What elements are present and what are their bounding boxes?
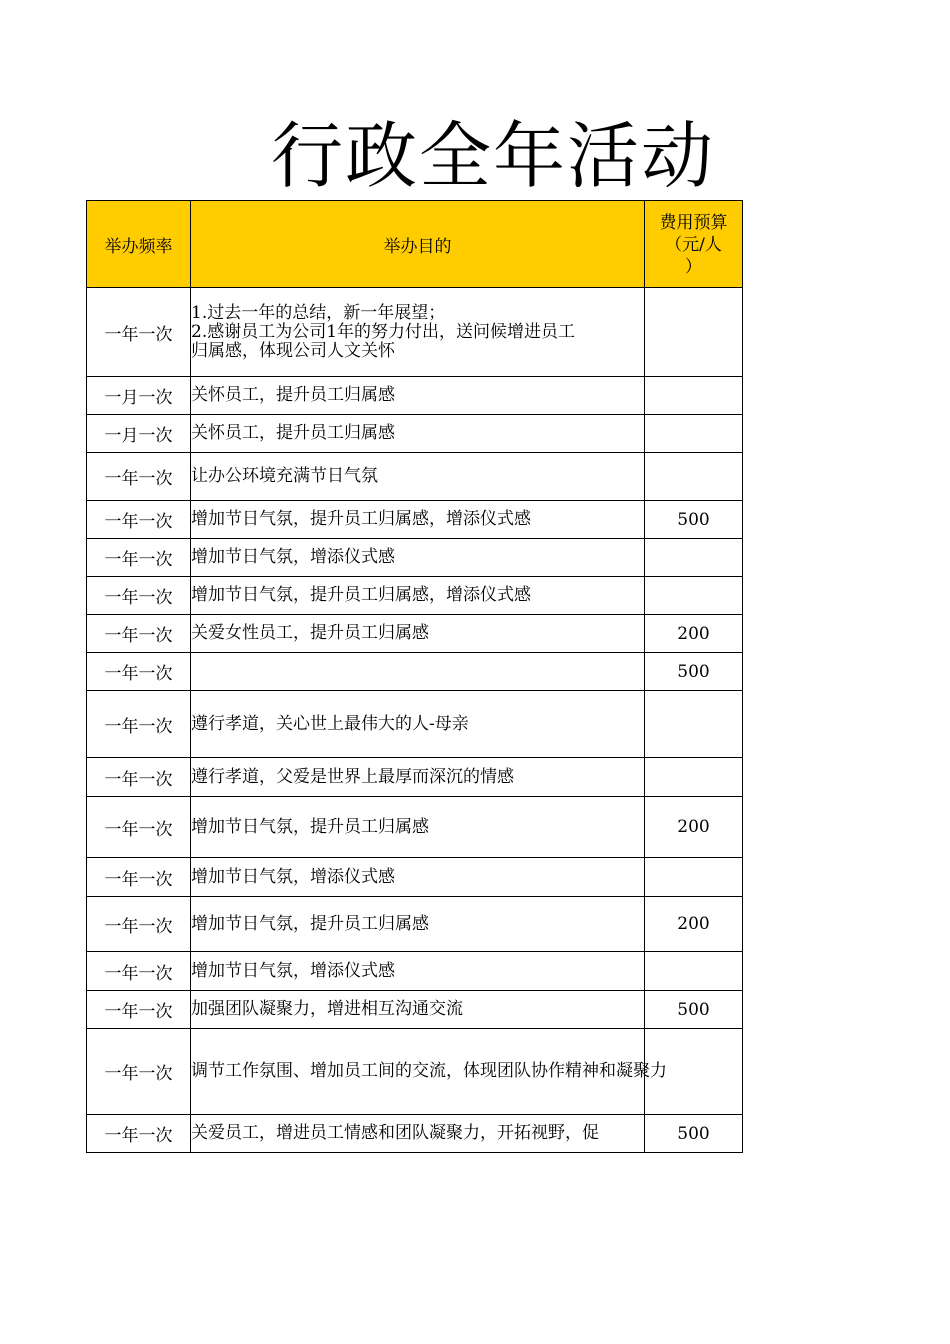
budget-cell [645,415,743,453]
table-row [87,539,743,577]
purpose-cell: 增加节日气氛，提升员工归属感，增添仪式感 [191,577,645,615]
header-budget-line2: （元/人 [665,235,722,255]
frequency-cell: 一年一次 [87,653,191,691]
budget-cell: 500 [645,653,743,691]
table-row [87,377,743,415]
budget-cell [645,577,743,615]
purpose-cell: 遵行孝道，父爱是世界上最厚而深沉的情感 [191,758,645,797]
header-budget-line3: ） [685,257,702,277]
purpose-cell: 增加节日气氛，增添仪式感 [191,858,645,897]
purpose-cell: 增加节日气氛，增添仪式感 [191,952,645,991]
purpose-line: 2.感谢员工为公司1年的努力付出，送问候增进员工 [191,321,576,342]
header-purpose: 举办目的 [191,201,645,288]
purpose-cell: 增加节日气氛，增添仪式感 [191,539,645,577]
purpose-cell: 关爱员工，增进员工情感和团队凝聚力，开拓视野，促 [191,1115,645,1153]
table-row [87,501,743,539]
table-row [87,453,743,501]
header-budget [645,201,743,288]
frequency-cell: 一年一次 [87,501,191,539]
frequency-cell: 一年一次 [87,897,191,952]
frequency-cell: 一年一次 [87,1115,191,1153]
frequency-cell: 一年一次 [87,952,191,991]
budget-cell: 200 [645,797,743,858]
purpose-cell: 遵行孝道，关心世上最伟大的人-母亲 [191,691,645,758]
purpose-overflow-text: 调节工作氛围、增加员工间的交流，体现团队协作精神和凝聚力 [191,1061,667,1081]
frequency-cell: 一年一次 [87,797,191,858]
table-row [87,415,743,453]
table-row [87,1115,743,1153]
table-row [87,615,743,653]
table-body [87,288,743,1153]
table-row [87,691,743,758]
budget-cell [645,288,743,377]
page-title: 行政全年活动 [271,114,716,198]
frequency-cell: 一年一次 [87,453,191,501]
purpose-cell: 让办公环境充满节日气氛 [191,453,645,501]
budget-cell [645,453,743,501]
budget-cell [645,858,743,897]
table-row [87,858,743,897]
budget-cell [645,691,743,758]
budget-cell [645,539,743,577]
activity-table [86,200,743,1153]
frequency-cell: 一年一次 [87,615,191,653]
budget-cell [645,952,743,991]
table-row [87,991,743,1029]
table-row [87,288,743,377]
frequency-cell: 一年一次 [87,577,191,615]
title-clip [86,100,742,200]
purpose-cell: 增加节日气氛，提升员工归属感 [191,797,645,858]
purpose-cell: 关爱女性员工，提升员工归属感 [191,615,645,653]
header-budget-line1: 费用预算 [659,213,728,233]
header-frequency: 举办频率 [87,201,191,288]
frequency-cell: 一月一次 [87,415,191,453]
purpose-cell: 增加节日气氛，提升员工归属感 [191,897,645,952]
budget-cell: 200 [645,897,743,952]
table-row [87,897,743,952]
frequency-cell: 一年一次 [87,539,191,577]
frequency-cell: 一年一次 [87,858,191,897]
table-row [87,797,743,858]
budget-cell [645,758,743,797]
table-row [87,758,743,797]
budget-cell [645,377,743,415]
frequency-cell: 一年一次 [87,691,191,758]
budget-cell: 500 [645,1115,743,1153]
purpose-line: 1.过去一年的总结，新一年展望； [191,302,446,323]
purpose-cell: 增加节日气氛，提升员工归属感，增添仪式感 [191,501,645,539]
purpose-cell [191,288,645,377]
budget-cell: 500 [645,501,743,539]
purpose-cell: 关怀员工，提升员工归属感 [191,415,645,453]
frequency-cell: 一年一次 [87,288,191,377]
frequency-cell: 一年一次 [87,1029,191,1115]
purpose-cell [191,653,645,691]
purpose-cell [191,1029,667,1115]
table-row [87,577,743,615]
budget-cell: 200 [645,615,743,653]
purpose-cell: 关怀员工，提升员工归属感 [191,377,645,415]
frequency-cell: 一年一次 [87,758,191,797]
table-row [87,653,743,691]
header-row [87,201,743,288]
budget-cell: 500 [645,991,743,1029]
frequency-cell: 一月一次 [87,377,191,415]
frequency-cell: 一年一次 [87,991,191,1029]
table-row [87,952,743,991]
purpose-line: 归属感，体现公司人文关怀 [191,340,395,361]
table-row [87,1029,743,1115]
purpose-cell: 加强团队凝聚力，增进相互沟通交流 [191,991,645,1029]
